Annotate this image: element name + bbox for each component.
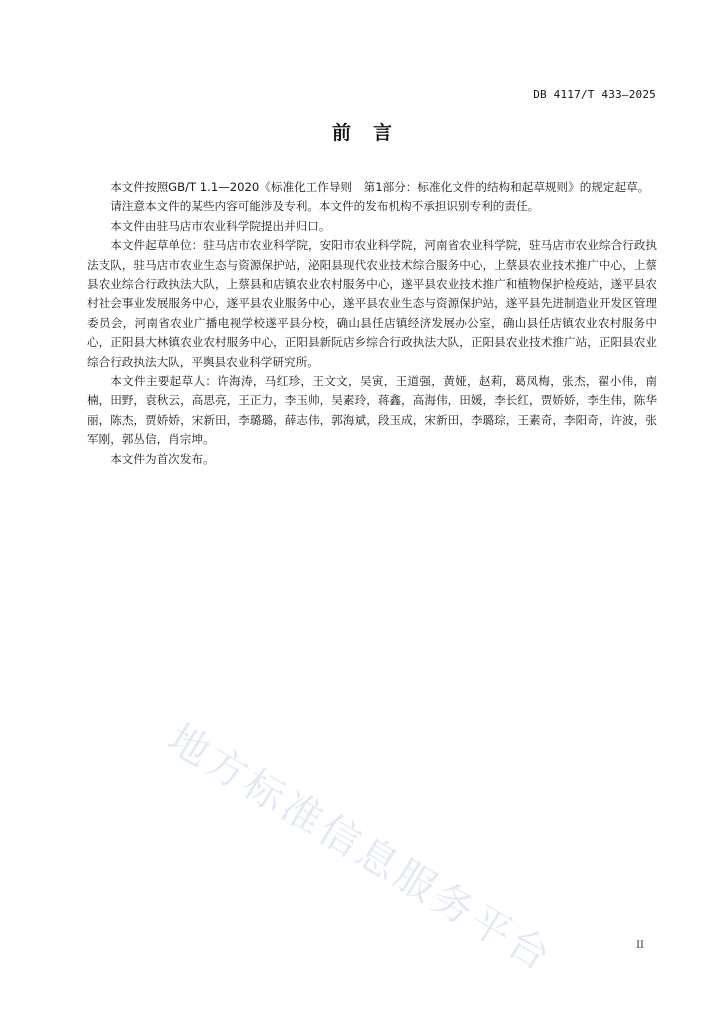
foreword-body bbox=[87, 178, 657, 469]
standard-code: DB 4117/T 433—2025 bbox=[533, 88, 656, 101]
watermark: 地方标准信息服务平台 bbox=[159, 715, 561, 982]
paragraph-proposer: 本文件由驻马店市农业科学院提出并归口。 bbox=[110, 218, 331, 233]
paragraph-first-release: 本文件为首次发布。 bbox=[110, 451, 215, 466]
paragraph-drafters: 本文件主要起草人：许海涛，马红珍，王文文，吴寅，王道强，黄娅，赵莉，葛凤梅，张杰，翟小伟，南楠，田野，袁秋云，高思亮，王正力，李玉帅，吴素玲，蒋鑫，高海伟，田媛，李长红，贾娇娇，李生伟，陈华丽，陈杰，贾娇娇，宋新田，李璐璐，薛志伟，郭海斌，段玉成，宋新田，李璐琮，王素奇，李阳奇，许波，张军刚，郭丛信，肖宗坤。 bbox=[87, 374, 657, 447]
paragraph-drafting-rules: 本文件按照GB/T 1.1—2020《标准化工作导则 第1部分：标准化文件的结构和起草规则》的规定起草。 bbox=[110, 180, 650, 194]
paragraph-patent-notice: 请注意本文件的某些内容可能涉及专利。本文件的发布机构不承担识别专利的责任。 bbox=[110, 199, 540, 214]
paragraph-drafting-units: 本文件起草单位：驻马店市农业科学院，安阳市农业科学院，河南省农业科学院，驻马店市农业综合行政执法支队，驻马店市农业生态与资源保护站，泌阳县现代农业技术综合服务中心，上蔡县农业技术推广中心，上蔡县农业综合行政执法大队，上蔡县和店镇农业农村服务中心，遂平县农业技术推广和植物保护检疫站，遂平县农村社会事业发展服务中心，遂平县农业服务中心，遂平县农业生态与资源保护站，遂平县先进制造业开发区管理委员会，河南省农业广播电视学校遂平县分校，确山县任店镇经济发展办公室，确山县任店镇农业农村服务中心，正阳县大林镇农业农村服务中心，正阳县新阮店乡综合行政执法大队，正阳县农业技术推广站，正阳县农业综合行政执法大队，平舆县农业科学研究所。 bbox=[87, 238, 657, 369]
page-number: II bbox=[636, 940, 644, 951]
page-title: 前言 bbox=[331, 122, 414, 144]
